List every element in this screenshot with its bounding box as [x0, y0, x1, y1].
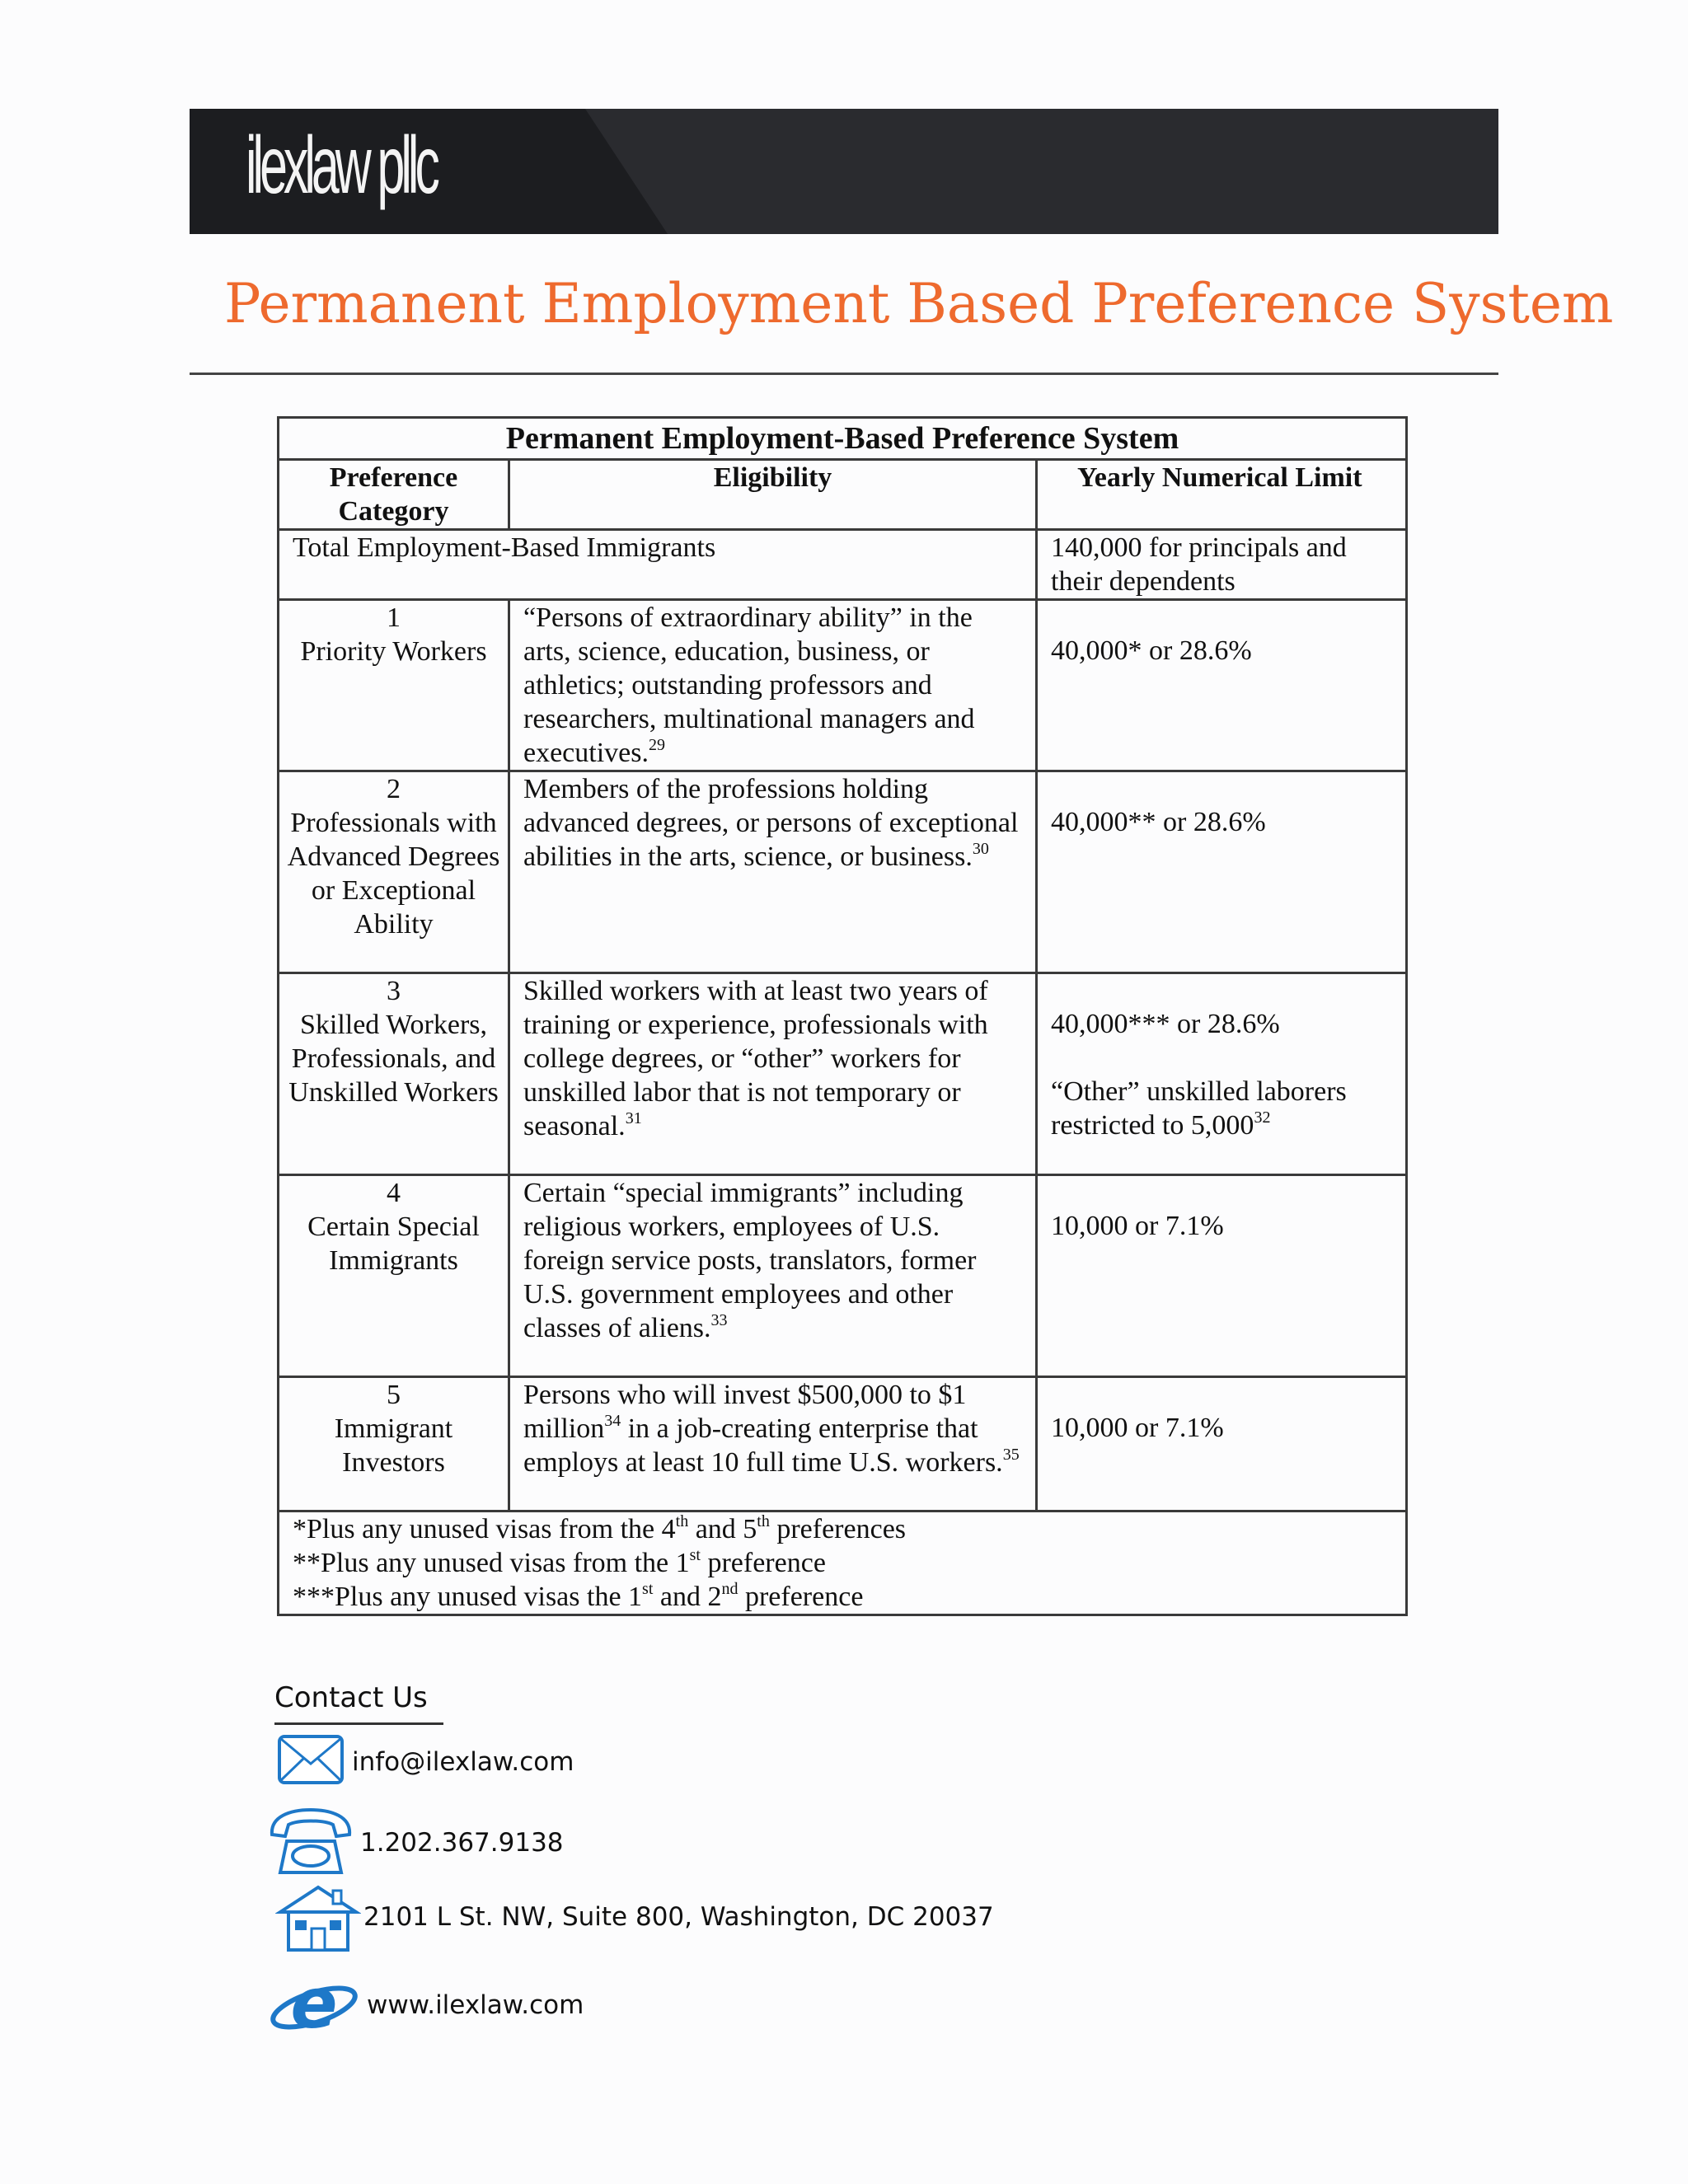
- category-cell: [279, 973, 509, 1175]
- contact-underline: [274, 1722, 443, 1725]
- title-divider: [190, 373, 1498, 375]
- category-number: 1: [387, 602, 401, 633]
- category-name: Skilled Workers, Professionals, and Unskilled Workers: [288, 1010, 499, 1108]
- notes-cell: [279, 1511, 1407, 1615]
- eligibility-cell: [509, 771, 1037, 973]
- category-name: Professionals with Advanced Degrees or Exceptional Ability: [287, 808, 500, 940]
- table-row: [279, 973, 1407, 1175]
- category-cell: [279, 600, 509, 771]
- eligibility-text: “Persons of extraordinary ability” in the arts, science, education, business, or athletics; outstanding professors and researchers, multinational managers and executives.: [523, 602, 975, 768]
- footnote-ref: 29: [649, 736, 665, 754]
- footnote-ref: 34: [604, 1412, 621, 1430]
- eligibility-text-continued: in a job-creating enterprise that employs at least 10 full time U.S. workers.: [523, 1413, 1003, 1478]
- total-label: Total Employment-Based Immigrants: [279, 530, 1037, 600]
- column-header-limit: Yearly Numerical Limit: [1037, 460, 1407, 530]
- limit-text: 40,000* or 28.6%: [1051, 635, 1252, 666]
- category-name: Priority Workers: [300, 636, 487, 667]
- limit-cell: [1037, 1377, 1407, 1511]
- table-row: [279, 771, 1407, 973]
- category-name: Immigrant Investors: [334, 1413, 453, 1478]
- table-row-total: [279, 530, 1407, 600]
- category-number: 4: [387, 1178, 401, 1208]
- footnote-ref: 32: [1254, 1108, 1271, 1127]
- table-notes-row: [279, 1511, 1407, 1615]
- preference-table: [277, 416, 1408, 1616]
- category-number: 2: [387, 774, 401, 804]
- table-title: Permanent Employment-Based Preference System: [279, 418, 1407, 460]
- column-header-eligibility: Eligibility: [509, 460, 1037, 530]
- eligibility-text: Certain “special immigrants” including religious workers, employees of U.S. foreign service posts, translators, former U.S. government employees and other classes of aliens.: [523, 1178, 977, 1343]
- contact-phone[interactable]: 1.202.367.9138: [360, 1828, 564, 1858]
- contact-heading: Contact Us: [274, 1681, 428, 1714]
- company-logo: ilexlaw pllc: [246, 120, 436, 210]
- category-number: 5: [387, 1380, 401, 1410]
- limit-text: 10,000 or 7.1%: [1051, 1413, 1224, 1443]
- total-limit: 140,000 for principals and their dependents: [1037, 530, 1407, 600]
- telephone-icon: [265, 1807, 356, 1877]
- limit-text: 10,000 or 7.1%: [1051, 1211, 1224, 1241]
- eligibility-cell: [509, 1175, 1037, 1377]
- table-row: [279, 1175, 1407, 1377]
- limit-cell: [1037, 600, 1407, 771]
- limit-extra-text: “Other” unskilled laborers restricted to 5,000$^{32}$: [1051, 1076, 1347, 1141]
- header-banner: [190, 109, 1498, 234]
- category-cell: [279, 1377, 509, 1511]
- eligibility-text: Skilled workers with at least two years of training or experience, professionals with college degrees, or “other” workers for unskilled labor that is not temporary or seasonal.: [523, 976, 988, 1141]
- contact-address: 2101 L St. NW, Suite 800, Washington, DC 20037: [363, 1902, 994, 1932]
- eligibility-cell: [509, 600, 1037, 771]
- svg-text:e: e: [290, 1968, 338, 2044]
- category-cell: [279, 1175, 509, 1377]
- footnote-ref: 35: [1002, 1446, 1020, 1464]
- contact-email-link[interactable]: info@ilexlaw.com: [352, 1747, 574, 1777]
- table-row: [279, 600, 1407, 771]
- footnote-ref: 33: [710, 1311, 728, 1329]
- footnote-ref: 30: [972, 840, 989, 858]
- eligibility-text: Persons who will invest $500,000 to $1 million: [523, 1380, 967, 1444]
- limit-text: 40,000** or 28.6%: [1051, 807, 1266, 837]
- category-number: 3: [387, 976, 401, 1006]
- category-name: Certain Special Immigrants: [307, 1212, 480, 1276]
- note-line: **Plus any unused visas from the 1st preference: [293, 1546, 826, 1578]
- category-cell: [279, 771, 509, 973]
- limit-cell: [1037, 973, 1407, 1175]
- web-browser-icon: [267, 1968, 361, 2044]
- eligibility-cell: [509, 1377, 1037, 1511]
- limit-text: 40,000*** or 28.6%: [1051, 1009, 1280, 1039]
- footnote-ref: 31: [625, 1109, 642, 1127]
- eligibility-cell: [509, 973, 1037, 1175]
- envelope-icon: [277, 1734, 345, 1785]
- eligibility-text: Members of the professions holding advanced degrees, or persons of exceptional abilities in the arts, science, or business.: [523, 774, 1019, 872]
- contact-website-link[interactable]: www.ilexlaw.com: [367, 1990, 584, 2020]
- note-line: *Plus any unused visas from the 4th and 5th preferences: [293, 1512, 907, 1544]
- note-line: ***Plus any unused visas the 1st and 2nd preference: [293, 1580, 864, 1612]
- page-title: Permanent Employment Based Preference System: [224, 272, 1614, 335]
- house-icon: [275, 1884, 361, 1953]
- limit-cell: [1037, 1175, 1407, 1377]
- table-row: [279, 1377, 1407, 1511]
- column-header-category: Preference Category: [279, 460, 509, 530]
- limit-cell: [1037, 771, 1407, 973]
